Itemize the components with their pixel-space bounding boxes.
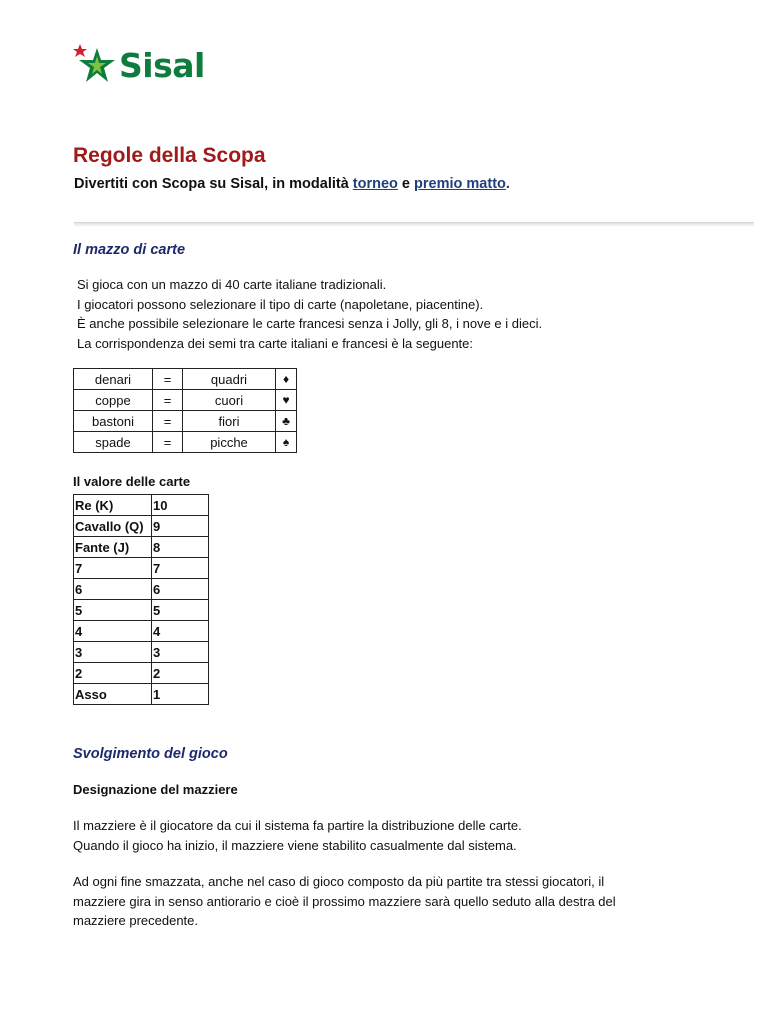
deck-description: [77, 275, 542, 353]
suit-french: picche: [183, 432, 276, 453]
torneo-link[interactable]: torneo: [352, 176, 398, 192]
table-row: [74, 390, 297, 411]
paragraph-line: mazziere gira in senso antiorario e cioè il prossimo mazziere sarà quello seduto alla destra del: [73, 893, 616, 909]
suit-french: cuori: [183, 390, 276, 411]
spade-icon: ♠: [276, 432, 297, 453]
card-value: 5: [152, 600, 209, 621]
paragraph-line: mazziere precedente.: [73, 913, 199, 928]
sisal-star-icon: [73, 42, 117, 88]
card-value: 6: [152, 579, 209, 600]
suit-french: quadri: [183, 369, 276, 390]
card-name: Fante (J): [74, 537, 152, 558]
horizontal-divider: [74, 222, 754, 226]
club-icon: ♣: [276, 411, 297, 432]
card-name: 7: [74, 558, 152, 579]
page-title: Regole della Scopa: [73, 144, 266, 167]
card-values-table: [73, 494, 209, 705]
card-name: 3: [74, 642, 152, 663]
paragraph-line: Quando il gioco ha inizio, il mazziere viene stabilito casualmente dal sistema.: [73, 837, 517, 853]
table-row: [74, 642, 209, 663]
paragraph-line: Ad ogni fine smazzata, anche nel caso di gioco composto da più partite tra stessi giocatori, il: [73, 874, 605, 889]
card-value: 7: [152, 558, 209, 579]
card-value: 8: [152, 537, 209, 558]
deck-line: È anche possibile selezionare le carte francesi senza i Jolly, gli 8, i nove e i dieci.: [77, 316, 543, 331]
card-value: 3: [152, 642, 209, 663]
table-row: [74, 495, 209, 516]
subtitle-prefix: Divertiti con Scopa su Sisal, in modalità: [74, 176, 353, 192]
card-name: Re (K): [74, 495, 152, 516]
table-row: [74, 663, 209, 684]
paragraph-line: Il mazziere è il giocatore da cui il sistema fa partire la distribuzione delle carte.: [73, 818, 522, 833]
diamond-icon: ♦: [276, 369, 297, 390]
card-name: Asso: [74, 684, 152, 705]
table-row: [74, 432, 297, 453]
card-value: 1: [152, 684, 209, 705]
subtitle-and: e: [397, 176, 415, 192]
suit-equals: =: [153, 411, 183, 432]
table-row: [74, 579, 209, 600]
card-value: 2: [152, 663, 209, 684]
card-name: 6: [74, 579, 152, 600]
card-name: 4: [74, 621, 152, 642]
card-value: 4: [152, 621, 209, 642]
deck-line: La corrispondenza dei semi tra carte italiani e francesi è la seguente:: [77, 335, 473, 351]
sisal-logo-text: Sisal: [119, 45, 205, 85]
dealer-subheading: Designazione del mazziere: [73, 782, 238, 797]
table-row: [74, 558, 209, 579]
subtitle-end: .: [505, 176, 510, 192]
table-row: [74, 411, 297, 432]
suit-french: fiori: [183, 411, 276, 432]
deck-line: Si gioca con un mazzo di 40 carte italiane tradizionali.: [77, 277, 387, 292]
sisal-logo: [73, 42, 205, 88]
deck-line: I giocatori possono selezionare il tipo di carte (napoletane, piacentine).: [77, 296, 484, 312]
card-value: 9: [152, 516, 209, 537]
section-title-game: Svolgimento del gioco: [73, 746, 228, 762]
suit-equals: =: [153, 432, 183, 453]
card-name: 2: [74, 663, 152, 684]
heart-icon: ♥: [276, 390, 297, 411]
table-row: [74, 600, 209, 621]
dealer-paragraph-2: [73, 872, 616, 931]
table-row: [74, 684, 209, 705]
suit-equals: =: [153, 390, 183, 411]
dealer-paragraph-1: [73, 816, 522, 855]
suit-equals: =: [153, 369, 183, 390]
section-title-deck: Il mazzo di carte: [73, 242, 186, 258]
suit-italian: spade: [74, 432, 153, 453]
suit-italian: denari: [74, 369, 153, 390]
card-values-title: Il valore delle carte: [73, 474, 191, 489]
table-row: [74, 537, 209, 558]
page-subtitle: [74, 176, 510, 192]
premio-matto-link[interactable]: premio matto: [414, 176, 506, 192]
suit-italian: bastoni: [74, 411, 153, 432]
card-name: 5: [74, 600, 152, 621]
table-row: [74, 516, 209, 537]
suit-italian: coppe: [74, 390, 153, 411]
table-row: [74, 621, 209, 642]
card-name: Cavallo (Q): [74, 516, 152, 537]
table-row: [74, 369, 297, 390]
suits-table: [73, 368, 297, 453]
card-value: 10: [152, 495, 209, 516]
